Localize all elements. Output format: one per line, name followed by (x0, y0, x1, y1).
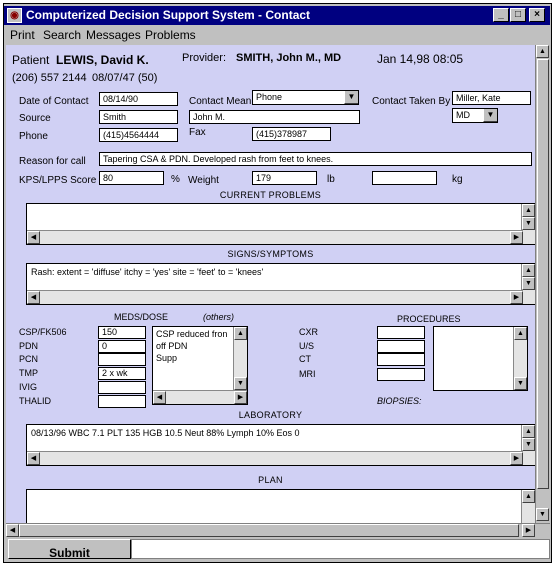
procedures-heading: PROCEDURES (397, 314, 461, 324)
submit-button[interactable]: Submit (8, 539, 131, 559)
source-field[interactable]: Smith (99, 110, 178, 124)
med-name: PCN (19, 354, 39, 364)
med-name: PDN (19, 341, 39, 351)
list-item: Supp (156, 353, 178, 363)
procedure-name: CXR (299, 327, 319, 337)
signs-box[interactable] (26, 263, 535, 305)
weight-unit: lb (327, 174, 335, 185)
close-icon[interactable]: × (529, 8, 545, 22)
arrow-right-icon[interactable]: ▶ (510, 231, 523, 244)
scroll-thumb[interactable] (19, 524, 519, 537)
date-of-contact-label: Date of Contact (19, 96, 89, 107)
source-name-field[interactable]: John M. (189, 110, 360, 124)
procedures-list[interactable] (433, 326, 528, 391)
arrow-left-icon[interactable]: ◀ (27, 291, 40, 304)
plan-box[interactable] (26, 489, 535, 523)
laboratory-box[interactable] (26, 424, 535, 466)
menu-bar (4, 26, 550, 44)
procedure-field[interactable] (377, 326, 425, 339)
others-notes-list[interactable] (152, 326, 248, 405)
arrow-left-icon[interactable]: ◀ (27, 231, 40, 244)
weight-label: Weight (188, 175, 219, 186)
arrow-up-icon[interactable]: ▲ (522, 425, 535, 438)
procedure-field[interactable] (377, 353, 425, 366)
arrow-right-icon[interactable]: ▶ (522, 524, 535, 537)
kps-label: KPS/LPPS Score (19, 175, 97, 186)
arrow-right-icon[interactable]: ▶ (234, 391, 247, 404)
kg-field[interactable] (372, 171, 437, 185)
reason-label: Reason for call (19, 156, 86, 167)
app-icon[interactable]: ◉ (7, 8, 22, 23)
horizontal-scrollbar[interactable] (27, 451, 523, 465)
role-value: MD (456, 110, 470, 120)
med-dose-field[interactable]: 0 (98, 340, 146, 353)
med-dose-field[interactable] (98, 353, 146, 366)
menu-print[interactable]: Print (10, 28, 35, 42)
procedure-name: CT (299, 354, 311, 364)
vertical-scrollbar[interactable] (521, 490, 535, 523)
med-name: THALID (19, 396, 52, 406)
arrow-down-icon[interactable]: ▼ (536, 508, 549, 521)
main-vertical-scrollbar[interactable] (535, 45, 550, 523)
arrow-down-icon[interactable]: ▼ (522, 438, 535, 451)
arrow-right-icon[interactable]: ▶ (510, 291, 523, 304)
horizontal-scrollbar[interactable] (27, 230, 523, 244)
contact-mean-select[interactable] (252, 90, 359, 105)
arrow-left-icon[interactable]: ◀ (27, 452, 40, 465)
arrow-up-icon[interactable]: ▲ (522, 490, 535, 503)
list-item: CSP reduced fron (156, 329, 228, 339)
provider-label: Provider: (182, 52, 227, 64)
others-heading: (others) (203, 312, 235, 322)
med-dose-field[interactable]: 2 x wk (98, 367, 146, 380)
weight-field[interactable]: 179 (252, 171, 317, 185)
arrow-down-icon[interactable]: ▼ (522, 217, 535, 230)
provider-name: SMITH, John M., MD (236, 52, 342, 64)
vertical-scrollbar[interactable] (233, 327, 247, 391)
plan-heading: PLAN (258, 475, 283, 485)
contact-form (6, 45, 535, 523)
laboratory-heading: LABORATORY (238, 410, 303, 420)
date-of-contact-field[interactable]: 08/14/90 (99, 92, 178, 106)
med-dose-field[interactable] (98, 395, 146, 408)
current-problems-box[interactable] (26, 203, 535, 245)
contact-mean-label: Contact Mean (189, 96, 252, 107)
procedure-name: U/S (299, 341, 315, 351)
window-title: Computerized Decision Support System - Contact (26, 8, 311, 22)
patient-label: Patient (12, 53, 50, 67)
kps-field[interactable]: 80 (99, 171, 164, 185)
procedure-field[interactable] (377, 340, 425, 353)
arrow-down-icon[interactable]: ▼ (514, 377, 527, 390)
contact-taken-by-field[interactable]: Miller, Kate (452, 91, 531, 105)
procedure-name: MRI (299, 369, 316, 379)
dropdown-arrow-icon[interactable]: ▼ (483, 108, 498, 122)
arrow-up-icon[interactable]: ▲ (522, 204, 535, 217)
kg-unit: kg (452, 174, 463, 185)
status-bar (131, 539, 550, 559)
menu-messages[interactable]: Messages (86, 28, 141, 42)
horizontal-scrollbar[interactable] (27, 290, 523, 304)
signs-heading: SIGNS/SYMPTOMS (227, 249, 314, 259)
current-problems-heading: CURRENT PROBLEMS (219, 190, 322, 200)
minimize-icon[interactable]: _ (493, 8, 509, 22)
patient-dob: 08/07/47 (50) (92, 72, 158, 84)
vertical-scrollbar[interactable] (513, 327, 527, 391)
phone-label: Phone (19, 131, 48, 142)
menu-problems[interactable]: Problems (145, 28, 196, 42)
med-name: TMP (19, 368, 38, 378)
maximize-icon[interactable]: □ (510, 8, 526, 22)
menu-search[interactable]: Search (43, 28, 82, 42)
arrow-up-icon[interactable]: ▲ (514, 327, 527, 340)
source-label: Source (19, 113, 51, 124)
reason-field[interactable]: Tapering CSA & PDN. Developed rash from feet to knees. (99, 152, 532, 166)
vertical-scrollbar[interactable] (521, 425, 535, 466)
laboratory-text: 08/13/96 WBC 7.1 PLT 135 HGB 10.5 Neut 88% Lymph 10% Eos 0 (31, 428, 300, 438)
arrow-down-icon[interactable]: ▼ (522, 277, 535, 290)
arrow-up-icon[interactable]: ▲ (536, 45, 549, 58)
title-bar (4, 6, 550, 25)
patient-name: LEWIS, David K. (56, 53, 149, 67)
scroll-thumb[interactable] (537, 59, 549, 489)
dropdown-arrow-icon[interactable]: ▼ (344, 90, 359, 104)
procedure-field[interactable] (377, 368, 425, 381)
role-select[interactable] (452, 108, 498, 123)
meds-heading: MEDS/DOSE (114, 312, 169, 322)
horizontal-scrollbar[interactable] (153, 390, 247, 404)
kps-unit: % (171, 174, 180, 185)
arrow-up-icon[interactable]: ▲ (522, 264, 535, 277)
med-dose-field[interactable] (98, 381, 146, 394)
phone-field[interactable]: (415)4564444 (99, 128, 178, 142)
visit-datetime: Jan 14,98 08:05 (377, 52, 464, 66)
vertical-scrollbar[interactable] (521, 204, 535, 245)
med-dose-field[interactable]: 150 (98, 326, 146, 339)
contact-mean-value: Phone (256, 92, 283, 102)
arrow-up-icon[interactable]: ▲ (234, 327, 247, 340)
fax-label: Fax (189, 127, 206, 138)
med-name: CSP/FK506 (19, 327, 67, 337)
list-item: off PDN (156, 341, 188, 351)
med-name: IVIG (19, 382, 38, 392)
signs-text: Rash: extent = 'diffuse' itchy = 'yes' site = 'feet' to = 'knees' (31, 267, 264, 277)
arrow-right-icon[interactable]: ▶ (510, 452, 523, 465)
arrow-down-icon[interactable]: ▼ (234, 377, 247, 390)
patient-phone: (206) 557 2144 (12, 72, 87, 84)
arrow-left-icon[interactable]: ◀ (6, 524, 19, 537)
main-horizontal-scrollbar[interactable] (6, 523, 550, 538)
contact-taken-by-label: Contact Taken By (372, 96, 451, 107)
fax-field[interactable]: (415)378987 (252, 127, 331, 141)
arrow-left-icon[interactable]: ◀ (153, 391, 166, 404)
vertical-scrollbar[interactable] (521, 264, 535, 305)
biopsies-label: BIOPSIES: (377, 396, 422, 406)
